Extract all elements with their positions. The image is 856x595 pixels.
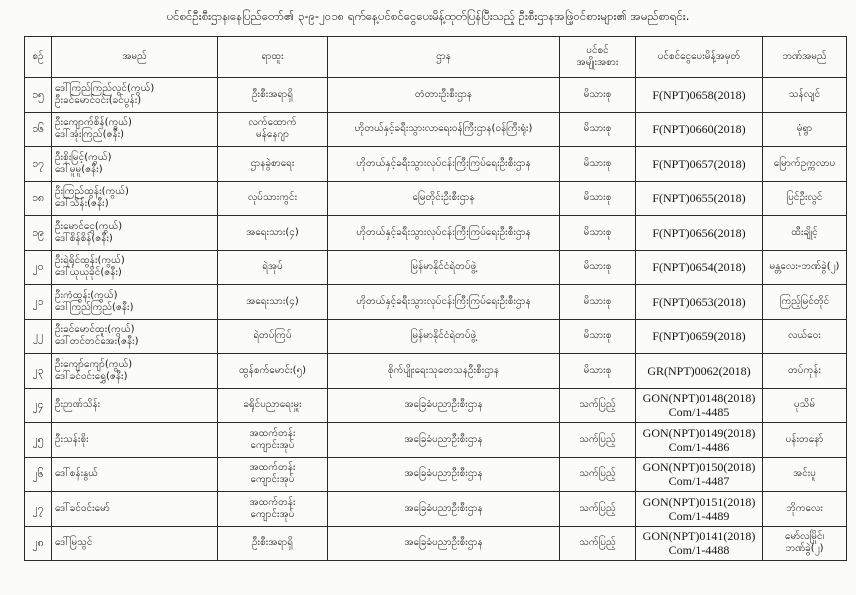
header-cell: ဘဏ်အမည် (763, 37, 847, 78)
permit-number-cell: F(NPT)0655(2018) (636, 181, 763, 216)
table-row (25, 423, 847, 458)
rank-cell: အရေးသား(၄) (218, 285, 328, 320)
department-cell: ဟိုတယ်နှင့်ခရီးသွားလုပ်ငန်းကြီးကြပ်ရေးဦးစီးဌာန (328, 285, 560, 320)
permit-number-cell: GON(NPT)0141(2018) Com/1-4488 (636, 526, 763, 561)
rank-cell: ရဲတပ်ကြပ် (218, 319, 328, 354)
name-cell: ဦးကြည်ထွန်း(ကွယ်) ဒေါ်သိန်း(ဇနီး) (52, 181, 218, 216)
rank-cell: အထက်တန်း ကျောင်းအုပ် (218, 492, 328, 527)
header-row (25, 37, 847, 78)
header-cell: ပင်စင်ငွေပေးမိန့်အမှတ် (636, 37, 763, 78)
pension-type-cell: မိသားစု (560, 147, 636, 182)
serial-cell: ၂၈ (25, 526, 52, 561)
department-cell: အခြေခံပညာဦးစီးဌာန (328, 526, 560, 561)
department-cell: အခြေခံပညာဦးစီးဌာန (328, 457, 560, 492)
department-cell: အခြေခံပညာဦးစီးဌာန (328, 492, 560, 527)
bank-cell: မုံရွာ (763, 112, 847, 147)
name-cell: ဦးစိုးမြင့်(ကွယ်) ဒေါ်မူမူ(ဇနီး) (52, 147, 218, 182)
pension-type-cell: မိသားစု (560, 112, 636, 147)
table-row (25, 285, 847, 320)
header-cell: ရာထူး (218, 37, 328, 78)
serial-cell: ၂၇ (25, 492, 52, 527)
serial-cell: ၁၇ (25, 147, 52, 182)
department-cell: မြေတိုင်းဦးစီးဌာန (328, 181, 560, 216)
pension-type-cell: မိသားစု (560, 319, 636, 354)
pension-type-cell: သက်ပြည့် (560, 423, 636, 458)
permit-number-cell: F(NPT)0660(2018) (636, 112, 763, 147)
table-row (25, 388, 847, 423)
department-cell: ဟိုတယ်နှင့်ခရီးသွားလုပ်ငန်းကြီးကြပ်ရေးဦးစီးဌာန (328, 147, 560, 182)
table-row (25, 78, 847, 113)
name-cell: ဦးရဲရိုင်ထွန်း(ကွယ်) ဒေါ်ယုယုခိုင်(ဇနီး) (52, 250, 218, 285)
rank-cell: ဌာနခွဲစာရေး (218, 147, 328, 182)
bank-cell: ပြင်ဦးလွင် (763, 181, 847, 216)
table-row (25, 250, 847, 285)
pension-table (24, 36, 847, 561)
permit-number-cell: GON(NPT)0148(2018) Com/1-4485 (636, 388, 763, 423)
pension-type-cell: မိသားစု (560, 181, 636, 216)
header-cell: ဌာန (328, 37, 560, 78)
table-row (25, 216, 847, 251)
rank-cell: အထက်တန်း ကျောင်းအုပ် (218, 423, 328, 458)
header-cell: အမည် (52, 37, 218, 78)
rank-cell: လုပ်သားကွင်း (218, 181, 328, 216)
pension-type-cell: သက်ပြည့် (560, 457, 636, 492)
permit-number-cell: F(NPT)0653(2018) (636, 285, 763, 320)
bank-cell: မြောက်ဥက္ကလာပ (763, 147, 847, 182)
name-cell: ဦးကျော်ကျော်(ကွယ်) ဒေါ်ခင်ဝင်းရွှေ(ဇနီး) (52, 354, 218, 389)
permit-number-cell: GON(NPT)0149(2018) Com/1-4486 (636, 423, 763, 458)
serial-cell: ၂၄ (25, 388, 52, 423)
bank-cell: သန်လျင် (763, 78, 847, 113)
department-cell: မြန်မာနိုင်ငံရဲတပ်ဖွဲ့ (328, 319, 560, 354)
department-cell: အခြေခံပညာဦးစီးဌာန (328, 423, 560, 458)
table-row (25, 319, 847, 354)
permit-number-cell: F(NPT)0656(2018) (636, 216, 763, 251)
department-cell: တံတားဦးစီးဌာန (328, 78, 560, 113)
document-title: ပင်စင်ဦးစီးဌာန၊နေပြည်တော်၏ ၃-၉-၂၀၁၈ ရက်နေ့ပင်စင်ငွေပေးမိန့်ထုတ်ပြန်ပြီးသည့် ဦးစီးဌာနအဖြဲ့ဝင်စားများ၏ အမည်စာရင်း. (166, 9, 690, 23)
rank-cell: ခရိုင်ပညာရေးမှူး (218, 388, 328, 423)
name-cell: ဒေါ်မြသွင် (52, 526, 218, 561)
permit-number-cell: F(NPT)0654(2018) (636, 250, 763, 285)
rank-cell: လက်ထောက် မန်နေဂျာ (218, 112, 328, 147)
permit-number-cell: F(NPT)0657(2018) (636, 147, 763, 182)
department-cell: ဟိုတယ်နှင့်ခရီးသွားလုပ်ငန်းကြီးကြပ်ရေးဦးစီးဌာန (328, 216, 560, 251)
pension-type-cell: မိသားစု (560, 354, 636, 389)
table-row (25, 181, 847, 216)
rank-cell: အရေးသား(၄) (218, 216, 328, 251)
serial-cell: ၂၆ (25, 457, 52, 492)
serial-cell: ၂၃ (25, 354, 52, 389)
serial-cell: ၂၀ (25, 250, 52, 285)
pension-type-cell: မိသားစု (560, 285, 636, 320)
name-cell: ဦးကျောက်စိန်(ကွယ်) ဒေါ်အုံးကြည်(ဇနီး) (52, 112, 218, 147)
permit-number-cell: GON(NPT)0151(2018) Com/1-4489 (636, 492, 763, 527)
serial-cell: ၂၅ (25, 423, 52, 458)
bank-cell: အင်းပူ (763, 457, 847, 492)
pension-type-cell: သက်ပြည့် (560, 526, 636, 561)
header-cell: ပင်စင် အမျိုးအစား (560, 37, 636, 78)
table-row (25, 112, 847, 147)
table-row (25, 354, 847, 389)
bank-cell: ပန်းတနော် (763, 423, 847, 458)
name-cell: ဦးကံထွန်း(ကွယ်) ဒေါ်ကြည်ကြည်(ဇနီး) (52, 285, 218, 320)
rank-cell: ထွန်စက်မောင်း(၅) (218, 354, 328, 389)
name-cell: ဦးဉာဏ်သိန်း (52, 388, 218, 423)
name-cell: ဒေါ်ခင်ဝင်းမော် (52, 492, 218, 527)
name-cell: ဒေါ်ကြည်ကြည်လွင်(ကွယ်) ဦးခင်မောင်ဝင်း(ခင်ပွန်း) (52, 78, 218, 113)
pension-type-cell: သက်ပြည့် (560, 388, 636, 423)
department-cell: မြန်မာနိုင်ငံရဲတပ်ဖွဲ့ (328, 250, 560, 285)
table-row (25, 147, 847, 182)
name-cell: ဦးခင်မောင်ထူး(ကွယ်) ဒေါ်တင်တင်အေး(ဇနီး) (52, 319, 218, 354)
permit-number-cell: F(NPT)0658(2018) (636, 78, 763, 113)
name-cell: ဒေါ်စန်းနွယ် (52, 457, 218, 492)
pension-type-cell: သက်ပြည့် (560, 492, 636, 527)
bank-cell: မန္တလေး-ဘဏ်ခွဲ(၂) (763, 250, 847, 285)
rank-cell: ဦးစီးအရာရှိ (218, 526, 328, 561)
serial-cell: ၁၅ (25, 78, 52, 113)
rank-cell: ဦးစီးအရာရှိ (218, 78, 328, 113)
bank-cell: တပ်ကုန်း (763, 354, 847, 389)
serial-cell: ၁၉ (25, 216, 52, 251)
pension-type-cell: မိသားစု (560, 250, 636, 285)
bank-cell: ထီးချိုင့် (763, 216, 847, 251)
bank-cell: ဘိုကလေး (763, 492, 847, 527)
pension-type-cell: မိသားစု (560, 78, 636, 113)
rank-cell: ရဲအုပ် (218, 250, 328, 285)
department-cell: ဟိုတယ်နှင့်ခရီးသွားလာရေးဝန်ကြီးဌာန(ဝန်ကြီးရုံး) (328, 112, 560, 147)
serial-cell: ၂၂ (25, 319, 52, 354)
permit-number-cell: GON(NPT)0150(2018) Com/1-4487 (636, 457, 763, 492)
serial-cell: ၂၁ (25, 285, 52, 320)
name-cell: ဦးမောင်ငွေ(ကွယ်) ဒေါ်စိန်စိန်(ဇနီး) (52, 216, 218, 251)
pension-type-cell: မိသားစု (560, 216, 636, 251)
permit-number-cell: GR(NPT)0062(2018) (636, 354, 763, 389)
rank-cell: အထက်တန်း ကျောင်းအုပ် (218, 457, 328, 492)
department-cell: စိုက်ပျိုးရေးသုတေသနဦးစီးဌာန (328, 354, 560, 389)
name-cell: ဦးသန်းစိုး (52, 423, 218, 458)
table-row (25, 492, 847, 527)
table-row (25, 526, 847, 561)
department-cell: အခြေခံပညာဦးစီးဌာန (328, 388, 560, 423)
table-row (25, 457, 847, 492)
header-cell: စဉ် (25, 37, 52, 78)
serial-cell: ၁၈ (25, 181, 52, 216)
serial-cell: ၁၆ (25, 112, 52, 147)
bank-cell: ကြည့်မြင်တိုင် (763, 285, 847, 320)
bank-cell: လယ်ဝေး (763, 319, 847, 354)
bank-cell: ပုသိမ် (763, 388, 847, 423)
permit-number-cell: F(NPT)0659(2018) (636, 319, 763, 354)
bank-cell: မော်လမြိုင်၊ ဘဏ်ခွဲ(၂) (763, 526, 847, 561)
